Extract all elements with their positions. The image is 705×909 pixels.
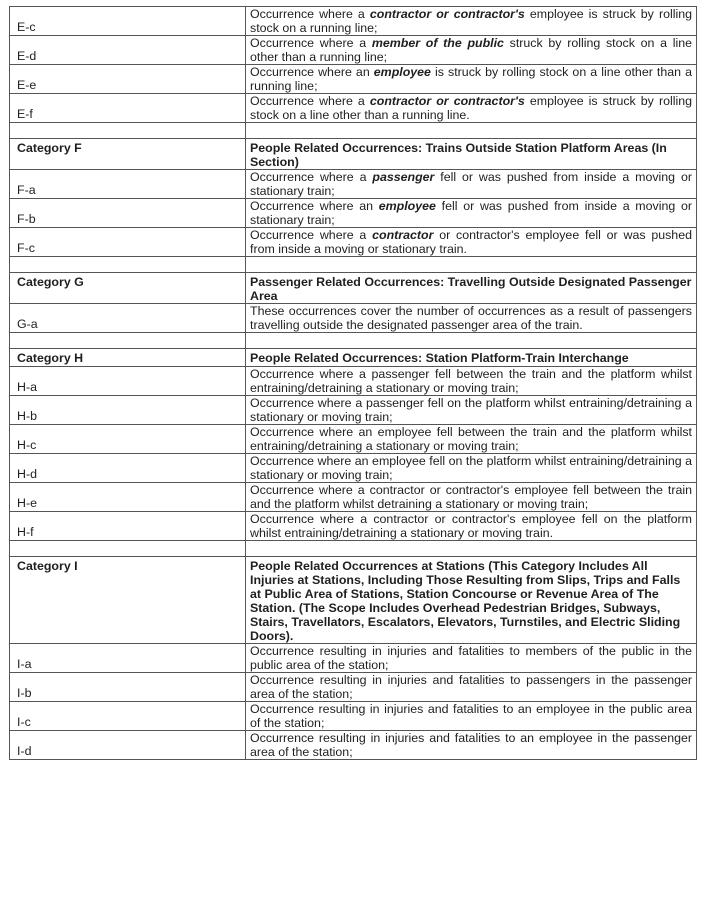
description-text: employee is struck by rolling stock on a running line; <box>250 7 693 35</box>
emphasized-text: passenger <box>372 170 435 184</box>
table-row <box>10 425 697 454</box>
category-label: Category G <box>10 273 246 304</box>
occurrence-code: F-c <box>10 228 246 257</box>
category-title: People Related Occurrences: Trains Outside Station Platform Areas (In Section) <box>246 139 697 170</box>
description-text: Occurrence where an <box>250 199 379 213</box>
occurrence-category-table <box>9 6 697 760</box>
occurrence-description <box>246 170 697 199</box>
occurrence-code: H-f <box>10 512 246 541</box>
occurrence-code: H-d <box>10 454 246 483</box>
category-row <box>10 139 697 170</box>
category-row <box>10 349 697 367</box>
spacer-cell <box>246 257 697 273</box>
spacer-cell <box>10 333 246 349</box>
occurrence-description <box>246 483 697 512</box>
category-label: Category I <box>10 557 246 644</box>
table-row <box>10 65 697 94</box>
occurrence-code: H-c <box>10 425 246 454</box>
table-row <box>10 7 697 36</box>
occurrence-code: E-c <box>10 7 246 36</box>
occurrence-code: F-a <box>10 170 246 199</box>
occurrence-description <box>246 396 697 425</box>
spacer-cell <box>10 257 246 273</box>
spacer-row <box>10 541 697 557</box>
occurrence-description <box>246 731 697 760</box>
occurrence-description <box>246 512 697 541</box>
spacer-row <box>10 123 697 139</box>
occurrence-code: H-e <box>10 483 246 512</box>
occurrence-code: I-a <box>10 644 246 673</box>
table-row <box>10 512 697 541</box>
description-text: Occurrence where an <box>250 65 374 79</box>
spacer-cell <box>246 541 697 557</box>
description-text: Occurrence where a <box>250 7 370 21</box>
description-text: or contractor's employee fell or was pushed from inside a moving or stationary train. <box>250 228 692 256</box>
table-row <box>10 199 697 228</box>
table-row <box>10 644 697 673</box>
occurrence-description <box>246 94 697 123</box>
description-text: Occurrence where a <box>250 36 372 50</box>
table-body <box>10 7 697 760</box>
occurrence-code: I-c <box>10 702 246 731</box>
occurrence-code: H-a <box>10 367 246 396</box>
occurrence-code: E-e <box>10 65 246 94</box>
category-row <box>10 557 697 644</box>
occurrence-description <box>246 304 697 333</box>
category-label: Category F <box>10 139 246 170</box>
category-row <box>10 273 697 304</box>
table-row <box>10 367 697 396</box>
occurrence-description <box>246 36 697 65</box>
table-row <box>10 396 697 425</box>
description-text: Occurrence where a <box>250 228 373 242</box>
description-text: Occurrence resulting in injuries and fatalities to an employee in the public area of the station; <box>250 702 692 730</box>
emphasized-text: contractor <box>372 228 434 242</box>
description-text: These occurrences cover the number of occurrences as a result of passengers travelling outside the designated passenger area of the train. <box>250 304 692 332</box>
description-text: Occurrence where a <box>250 170 373 184</box>
table-row <box>10 454 697 483</box>
category-label: Category H <box>10 349 246 367</box>
occurrence-code: F-b <box>10 199 246 228</box>
spacer-cell <box>246 333 697 349</box>
occurrence-description <box>246 367 697 396</box>
occurrence-description <box>246 65 697 94</box>
description-text: Occurrence where a contractor or contractor's employee fell on the platform whilst entraining/detraining a stationary or moving train. <box>250 512 692 540</box>
category-title: Passenger Related Occurrences: Travelling Outside Designated Passenger Area <box>246 273 697 304</box>
description-text: Occurrence resulting in injuries and fatalities to an employee in the passenger area of the station; <box>250 731 692 759</box>
description-text: employee is struck by rolling stock on a line other than a running line. <box>250 94 693 122</box>
description-text: Occurrence resulting in injuries and fatalities to passengers in the passenger area of the station; <box>250 673 692 701</box>
description-text: is struck by rolling stock on a line other than a running line; <box>250 65 692 93</box>
description-text: fell or was pushed from inside a moving or stationary train; <box>250 199 692 227</box>
occurrence-description <box>246 7 697 36</box>
table-row <box>10 170 697 199</box>
occurrence-code: H-b <box>10 396 246 425</box>
spacer-row <box>10 333 697 349</box>
occurrence-description <box>246 425 697 454</box>
occurrence-description <box>246 228 697 257</box>
spacer-cell <box>246 123 697 139</box>
occurrence-code: I-d <box>10 731 246 760</box>
spacer-cell <box>10 541 246 557</box>
occurrence-code: E-d <box>10 36 246 65</box>
description-text: Occurrence where a <box>250 94 370 108</box>
occurrence-description <box>246 454 697 483</box>
category-title: People Related Occurrences: Station Platform-Train Interchange <box>246 349 697 367</box>
description-text: Occurrence resulting in injuries and fatalities to members of the public in the public area of the station; <box>250 644 692 672</box>
table-row <box>10 36 697 65</box>
description-text: struck by rolling stock on a line other than a running line; <box>250 36 692 64</box>
occurrence-code: E-f <box>10 94 246 123</box>
table-row <box>10 228 697 257</box>
table-row <box>10 731 697 760</box>
emphasized-text: contractor or contractor's <box>369 94 525 108</box>
emphasized-text: member of the public <box>371 36 504 50</box>
occurrence-code: G-a <box>10 304 246 333</box>
table-row <box>10 304 697 333</box>
description-text: Occurrence where an employee fell on the platform whilst entraining/detraining a stationary or moving train; <box>250 454 692 482</box>
spacer-cell <box>10 123 246 139</box>
description-text: Occurrence where a contractor or contractor's employee fell between the train and the platform whilst detraining a stationary or moving train; <box>250 483 692 511</box>
table-row <box>10 673 697 702</box>
description-text: Occurrence where a passenger fell between the train and the platform whilst entraining/detraining a stationary or moving train; <box>250 367 692 395</box>
spacer-row <box>10 257 697 273</box>
occurrence-description <box>246 702 697 731</box>
description-text: Occurrence where an employee fell between the train and the platform whilst entraining/detraining a stationary or moving train; <box>250 425 692 453</box>
emphasized-text: employee <box>373 65 431 79</box>
description-text: Occurrence where a passenger fell on the platform whilst entraining/detraining a stationary or moving train; <box>250 396 692 424</box>
category-title: People Related Occurrences at Stations (This Category Includes All Injuries at Stations, Including Those Resulting from Slips, Trips and Falls at Public Area of Stations, Station Concourse or Revenue Area of The Station. (The Scope Includes Overhead Pedestrian Bridges, Subways, Stairs, Travellators, Escalators, Elevators, Turnstiles, and Electric Sliding Doors). <box>246 557 697 644</box>
emphasized-text: contractor or contractor's <box>369 7 525 21</box>
occurrence-description <box>246 673 697 702</box>
emphasized-text: employee <box>378 199 436 213</box>
table-row <box>10 94 697 123</box>
description-text: fell or was pushed from inside a moving or stationary train; <box>250 170 692 198</box>
table-row <box>10 483 697 512</box>
table-row <box>10 702 697 731</box>
occurrence-description <box>246 644 697 673</box>
occurrence-code: I-b <box>10 673 246 702</box>
occurrence-description <box>246 199 697 228</box>
